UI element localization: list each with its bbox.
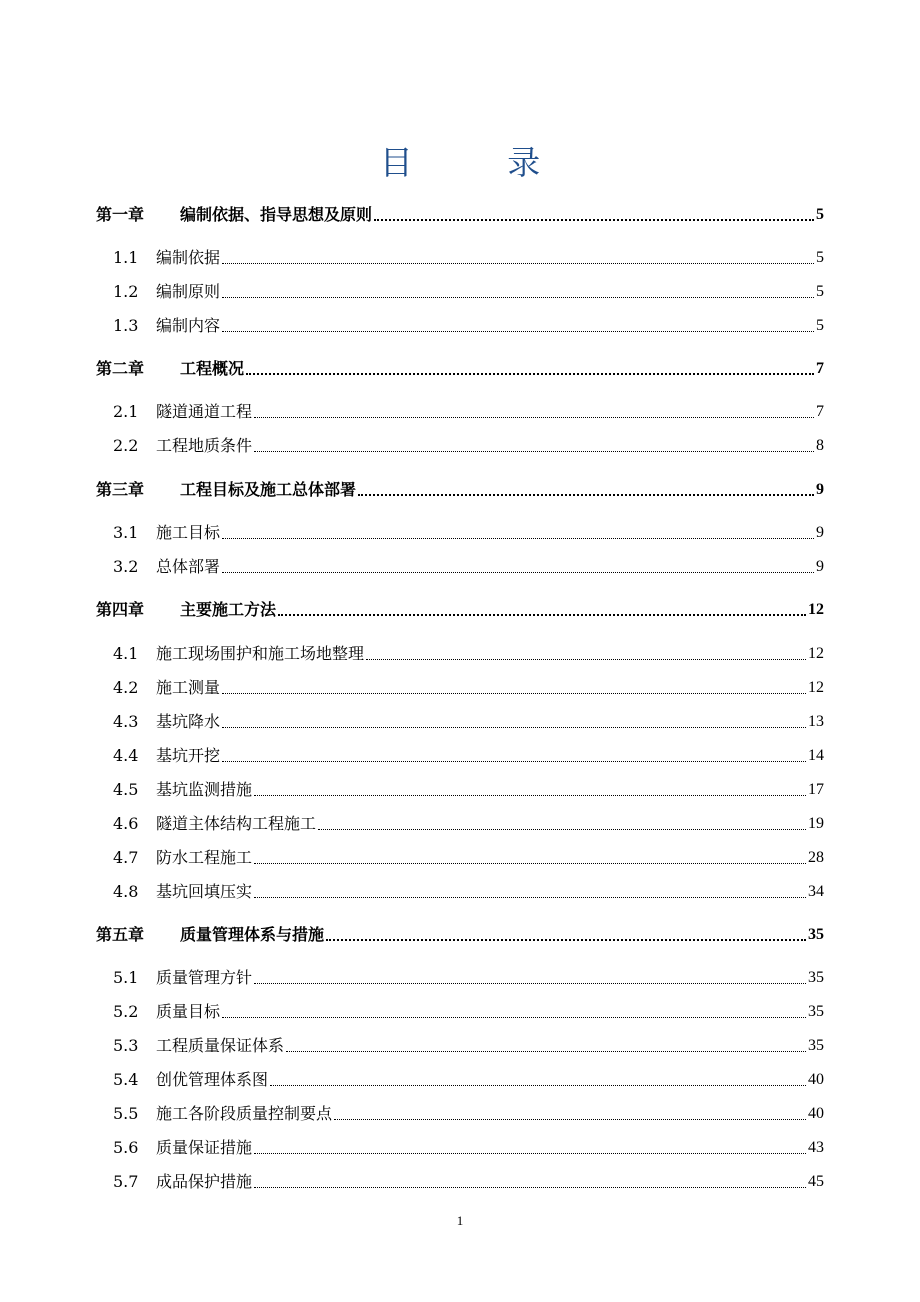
toc-entry-title: 编制依据 <box>156 248 221 267</box>
toc-entry-page: 5 <box>816 249 824 266</box>
toc-section-entry[interactable] <box>96 878 824 902</box>
toc-leader-dots <box>366 659 806 660</box>
toc-section-entry[interactable] <box>96 998 824 1022</box>
toc-entry-title: 施工现场围护和施工场地整理 <box>156 644 365 663</box>
toc-section-entry[interactable] <box>96 674 824 698</box>
toc-entry-page: 43 <box>808 1139 824 1156</box>
toc-entry-number: 4.1 <box>113 644 139 663</box>
toc-entry-page: 35 <box>808 1003 824 1020</box>
toc-leader-dots <box>326 939 806 941</box>
toc-leader-dots <box>254 863 806 864</box>
toc-leader-dots <box>254 417 814 418</box>
toc-leader-dots <box>222 572 814 573</box>
toc-leader-dots <box>246 373 814 375</box>
toc-leader-dots <box>254 451 814 452</box>
toc-leader-dots <box>278 614 806 616</box>
toc-chapter-entry[interactable] <box>96 201 824 225</box>
toc-entry-page: 35 <box>808 969 824 986</box>
toc-entry-page: 34 <box>808 883 824 900</box>
toc-entry-title: 基坑开挖 <box>156 746 221 765</box>
toc-section-entry[interactable] <box>96 844 824 868</box>
toc-entry-number: 3.2 <box>113 557 139 576</box>
toc-section-entry[interactable] <box>96 553 824 577</box>
toc-entry-number: 4.2 <box>113 678 139 697</box>
toc-entry-title: 编制内容 <box>156 316 221 335</box>
toc-leader-dots <box>254 1153 806 1154</box>
toc-entry-page: 13 <box>808 713 824 730</box>
toc-entry-title: 工程目标及施工总体部署 <box>180 480 357 499</box>
toc-entry-title: 质量管理方针 <box>156 968 253 987</box>
toc-section-entry[interactable] <box>96 1168 824 1192</box>
toc-leader-dots <box>286 1051 806 1052</box>
toc-entry-page: 5 <box>816 317 824 334</box>
toc-entry-title: 质量保证措施 <box>156 1138 253 1157</box>
toc-entry-title: 编制依据、指导思想及原则 <box>180 205 373 224</box>
toc-leader-dots <box>222 331 814 332</box>
toc-entry-title: 主要施工方法 <box>180 600 277 619</box>
toc-section-entry[interactable] <box>96 1134 824 1158</box>
toc-entry-title: 施工各阶段质量控制要点 <box>156 1104 333 1123</box>
toc-leader-dots <box>222 761 806 762</box>
toc-entry-page: 14 <box>808 747 824 764</box>
toc-entry-number: 5.7 <box>113 1172 139 1191</box>
toc-entry-number: 1.3 <box>113 316 139 335</box>
toc-entry-title: 隧道通道工程 <box>156 402 253 421</box>
toc-section-entry[interactable] <box>96 312 824 336</box>
toc-entry-number: 4.7 <box>113 848 139 867</box>
toc-section-entry[interactable] <box>96 1066 824 1090</box>
toc-entry-title: 隧道主体结构工程施工 <box>156 814 317 833</box>
toc-entry-number: 4.6 <box>113 814 139 833</box>
toc-entry-number: 5.2 <box>113 1002 139 1021</box>
toc-entry-number: 5.3 <box>113 1036 139 1055</box>
toc-leader-dots <box>222 693 806 694</box>
toc-section-entry[interactable] <box>96 708 824 732</box>
toc-entry-page: 9 <box>816 524 824 541</box>
toc-entry-page: 5 <box>816 283 824 300</box>
toc-entry-number: 5.4 <box>113 1070 139 1089</box>
toc-entry-page: 12 <box>808 679 824 696</box>
toc-entry-title: 成品保护措施 <box>156 1172 253 1191</box>
toc-entry-title: 编制原则 <box>156 282 221 301</box>
toc-entry-title: 总体部署 <box>156 557 221 576</box>
toc-entry-page: 7 <box>816 403 824 420</box>
toc-entry-page: 28 <box>808 849 824 866</box>
toc-leader-dots <box>222 727 806 728</box>
toc-entry-page: 8 <box>816 437 824 454</box>
toc-section-entry[interactable] <box>96 742 824 766</box>
toc-entry-number: 2.2 <box>113 436 139 455</box>
toc-section-entry[interactable] <box>96 810 824 834</box>
toc-entry-page: 12 <box>808 645 824 662</box>
toc-entry-number: 4.3 <box>113 712 139 731</box>
toc-entry-page: 12 <box>808 601 824 618</box>
toc-entry-title: 防水工程施工 <box>156 848 253 867</box>
toc-leader-dots <box>254 897 806 898</box>
toc-leader-dots <box>374 219 814 221</box>
toc-title: 目 录 <box>379 143 583 182</box>
toc-leader-dots <box>254 1187 806 1188</box>
toc-entry-number: 5.5 <box>113 1104 139 1123</box>
toc-entry-title: 创优管理体系图 <box>156 1070 269 1089</box>
toc-leader-dots <box>222 297 814 298</box>
toc-leader-dots <box>254 795 806 796</box>
toc-entry-number: 2.1 <box>113 402 139 421</box>
toc-chapter-entry[interactable] <box>96 476 824 500</box>
toc-entry-number: 4.5 <box>113 780 139 799</box>
toc-entry-page: 9 <box>816 558 824 575</box>
toc-entry-page: 45 <box>808 1173 824 1190</box>
toc-section-entry[interactable] <box>96 776 824 800</box>
toc-section-entry[interactable] <box>96 519 824 543</box>
toc-entry-title: 基坑监测措施 <box>156 780 253 799</box>
toc-entry-title: 工程质量保证体系 <box>156 1036 285 1055</box>
toc-entry-title: 基坑降水 <box>156 712 221 731</box>
toc-entry-number: 第五章 <box>96 925 145 944</box>
toc-entry-page: 7 <box>816 360 824 377</box>
page-number: 1 <box>456 1213 464 1228</box>
toc-chapter-entry[interactable] <box>96 355 824 379</box>
toc-entry-number: 第一章 <box>96 205 145 224</box>
toc-section-entry[interactable] <box>96 640 824 664</box>
toc-entry-number: 1.1 <box>113 248 139 267</box>
toc-entry-page: 9 <box>816 481 824 498</box>
toc-chapter-entry[interactable] <box>96 596 824 620</box>
toc-entry-title: 施工测量 <box>156 678 221 697</box>
toc-entry-number: 第二章 <box>96 359 145 378</box>
toc-entry-page: 40 <box>808 1071 824 1088</box>
toc-section-entry[interactable] <box>96 278 824 302</box>
toc-entry-number: 3.1 <box>113 523 139 542</box>
toc-entry-page: 5 <box>816 206 824 223</box>
toc-section-entry[interactable] <box>96 964 824 988</box>
toc-section-entry[interactable] <box>96 244 824 268</box>
toc-leader-dots <box>254 983 806 984</box>
toc-leader-dots <box>270 1085 806 1086</box>
toc-entry-title: 质量目标 <box>156 1002 221 1021</box>
toc-entry-page: 40 <box>808 1105 824 1122</box>
toc-entry-number: 第三章 <box>96 480 145 499</box>
toc-entry-title: 质量管理体系与措施 <box>180 925 325 944</box>
toc-section-entry[interactable] <box>96 1100 824 1124</box>
toc-chapter-entry[interactable] <box>96 921 824 945</box>
toc-entry-title: 基坑回填压实 <box>156 882 253 901</box>
toc-section-entry[interactable] <box>96 398 824 422</box>
toc-entry-title: 施工目标 <box>156 523 221 542</box>
toc-entry-number: 1.2 <box>113 282 139 301</box>
toc-entry-number: 4.4 <box>113 746 139 765</box>
toc-entry-page: 19 <box>808 815 824 832</box>
toc-entry-number: 5.1 <box>113 968 139 987</box>
toc-entry-title: 工程概况 <box>180 359 245 378</box>
toc-entry-number: 第四章 <box>96 600 145 619</box>
toc-leader-dots <box>222 263 814 264</box>
toc-entry-number: 4.8 <box>113 882 139 901</box>
toc-entry-page: 35 <box>808 926 824 943</box>
toc-entry-number: 5.6 <box>113 1138 139 1157</box>
toc-leader-dots <box>358 494 814 496</box>
toc-section-entry[interactable] <box>96 432 824 456</box>
toc-entry-title: 工程地质条件 <box>156 436 253 455</box>
toc-leader-dots <box>222 1017 806 1018</box>
toc-leader-dots <box>334 1119 806 1120</box>
toc-leader-dots <box>222 538 814 539</box>
toc-section-entry[interactable] <box>96 1032 824 1056</box>
toc-entry-page: 17 <box>808 781 824 798</box>
toc-entry-page: 35 <box>808 1037 824 1054</box>
toc-leader-dots <box>318 829 806 830</box>
